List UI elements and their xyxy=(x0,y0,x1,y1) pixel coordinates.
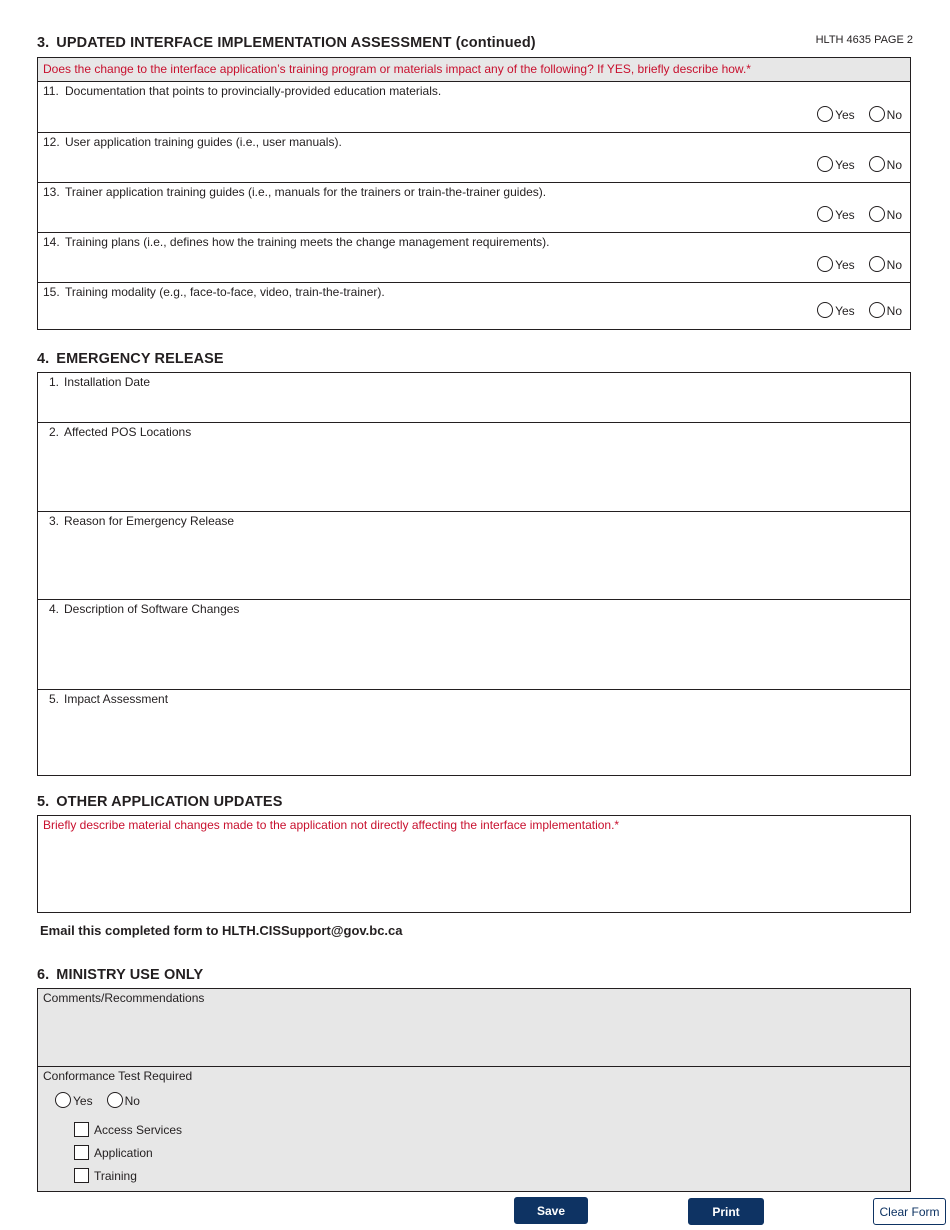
section-4-title xyxy=(37,351,224,367)
field-affected-pos-locations[interactable] xyxy=(38,422,910,511)
radio-no-label: No xyxy=(886,108,902,122)
yes-no-group xyxy=(817,206,902,222)
section-number: 3. xyxy=(37,35,50,51)
field-text: Description of Software Changes xyxy=(64,602,240,616)
email-instruction: Email this completed form to HLTH.CISSupport@gov.bc.ca xyxy=(40,923,403,938)
field-description-of-software-changes[interactable] xyxy=(38,599,910,689)
field-text: Impact Assessment xyxy=(64,692,169,706)
radio-circle-icon[interactable] xyxy=(869,106,885,122)
question-label xyxy=(43,135,342,149)
conformance-section xyxy=(38,1066,910,1192)
save-button[interactable]: Save xyxy=(514,1197,588,1224)
section-3-prompt-row xyxy=(38,58,910,82)
radio-no-label: No xyxy=(124,1094,140,1108)
radio-circle-icon[interactable] xyxy=(817,156,833,172)
question-label xyxy=(43,84,441,98)
radio-circle-icon[interactable] xyxy=(817,256,833,272)
radio-no-label: No xyxy=(886,158,902,172)
field-number: 2. xyxy=(49,425,60,439)
radio-no-label: No xyxy=(886,208,902,222)
question-row-11 xyxy=(38,82,910,132)
field-text: Reason for Emergency Release xyxy=(64,514,235,528)
section-title-text: OTHER APPLICATION UPDATES xyxy=(56,794,283,810)
radio-no[interactable] xyxy=(869,256,902,272)
question-label xyxy=(43,185,546,199)
field-label xyxy=(49,692,168,706)
yes-no-group xyxy=(817,256,902,272)
radio-circle-icon[interactable] xyxy=(869,302,885,318)
section-title-text: EMERGENCY RELEASE xyxy=(56,351,224,367)
checkbox-application[interactable] xyxy=(74,1145,153,1160)
radio-circle-icon[interactable] xyxy=(55,1092,71,1108)
field-label xyxy=(49,602,239,616)
radio-no-label: No xyxy=(886,304,902,318)
radio-yes[interactable] xyxy=(817,302,855,318)
radio-no[interactable] xyxy=(869,106,902,122)
field-number: 3. xyxy=(49,514,60,528)
radio-circle-icon[interactable] xyxy=(107,1092,123,1108)
radio-circle-icon[interactable] xyxy=(817,302,833,318)
checkbox-square-icon[interactable] xyxy=(74,1168,89,1183)
field-label xyxy=(49,425,191,439)
section-number: 4. xyxy=(37,351,50,367)
question-label xyxy=(43,285,385,299)
section-3-box xyxy=(37,57,911,330)
checkbox-label: Access Services xyxy=(94,1122,183,1137)
ministry-use-box xyxy=(37,988,911,1192)
question-number: 14. xyxy=(43,235,60,249)
section-5-prompt: Briefly describe material changes made to the application not directly affecting the interface implementation.* xyxy=(43,818,620,832)
section-3-title xyxy=(37,35,536,51)
question-text: Trainer application training guides (i.e., manuals for the trainers or train-the-trainer guides). xyxy=(65,185,547,199)
radio-yes-label: Yes xyxy=(835,158,855,172)
yes-no-group xyxy=(817,156,902,172)
radio-yes[interactable] xyxy=(817,156,855,172)
checkbox-square-icon[interactable] xyxy=(74,1122,89,1137)
radio-yes[interactable] xyxy=(817,106,855,122)
radio-no[interactable] xyxy=(869,302,902,318)
conformance-label: Conformance Test Required xyxy=(43,1069,193,1083)
section-3-prompt: Does the change to the interface application’s training program or materials impact any of the following? If YES, briefly describe how.* xyxy=(43,62,751,76)
yes-no-group xyxy=(817,106,902,122)
radio-circle-icon[interactable] xyxy=(817,206,833,222)
question-label xyxy=(43,235,550,249)
question-number: 15. xyxy=(43,285,60,299)
radio-yes-label: Yes xyxy=(835,258,855,272)
field-label xyxy=(49,514,234,528)
comments-label: Comments/Recommendations xyxy=(43,991,205,1005)
section-number: 5. xyxy=(37,794,50,810)
question-number: 11. xyxy=(43,84,59,98)
form-id: HLTH 4635 PAGE 2 xyxy=(815,34,913,46)
checkbox-label: Training xyxy=(94,1168,137,1183)
radio-yes[interactable] xyxy=(817,206,855,222)
conformance-radio-no[interactable] xyxy=(107,1092,140,1108)
field-text: Affected POS Locations xyxy=(64,425,192,439)
radio-yes-label: Yes xyxy=(835,304,855,318)
radio-yes-label: Yes xyxy=(835,108,855,122)
question-row-12 xyxy=(38,132,910,182)
question-number: 13. xyxy=(43,185,60,199)
radio-circle-icon[interactable] xyxy=(869,256,885,272)
checkbox-access-services[interactable] xyxy=(74,1122,182,1137)
radio-circle-icon[interactable] xyxy=(869,156,885,172)
radio-no[interactable] xyxy=(869,156,902,172)
section-6-title xyxy=(37,967,203,983)
conformance-yes-no-group xyxy=(55,1092,140,1108)
field-reason-for-emergency-release[interactable] xyxy=(38,511,910,599)
field-label xyxy=(49,375,150,389)
checkbox-training[interactable] xyxy=(74,1168,137,1183)
yes-no-group xyxy=(817,302,902,318)
field-installation-date[interactable] xyxy=(38,373,910,422)
conformance-radio-yes[interactable] xyxy=(55,1092,93,1108)
field-number: 1. xyxy=(49,375,60,389)
question-row-13 xyxy=(38,182,910,232)
section-title-text: UPDATED INTERFACE IMPLEMENTATION ASSESSMENT (continued) xyxy=(56,35,536,51)
question-text: Documentation that points to provincially-provided education materials. xyxy=(65,84,442,98)
radio-no-label: No xyxy=(886,258,902,272)
comments-field[interactable] xyxy=(38,989,910,1066)
other-updates-field[interactable] xyxy=(37,815,911,913)
section-4-box xyxy=(37,372,911,776)
section-5-title xyxy=(37,794,282,810)
checkbox-square-icon[interactable] xyxy=(74,1145,89,1160)
radio-circle-icon[interactable] xyxy=(869,206,885,222)
question-text: Training plans (i.e., defines how the training meets the change management requirements). xyxy=(65,235,550,249)
field-impact-assessment[interactable] xyxy=(38,689,910,776)
section-number: 6. xyxy=(37,967,50,983)
checkbox-label: Application xyxy=(94,1145,153,1160)
question-text: User application training guides (i.e., user manuals). xyxy=(65,135,342,149)
section-title-text: MINISTRY USE ONLY xyxy=(56,967,204,983)
radio-yes-label: Yes xyxy=(73,1094,93,1108)
field-number: 5. xyxy=(49,692,60,706)
print-button[interactable]: Print xyxy=(688,1198,764,1225)
question-row-14 xyxy=(38,232,910,282)
question-text: Training modality (e.g., face-to-face, video, train-the-trainer). xyxy=(65,285,385,299)
radio-circle-icon[interactable] xyxy=(817,106,833,122)
radio-yes[interactable] xyxy=(817,256,855,272)
question-number: 12. xyxy=(43,135,60,149)
field-text: Installation Date xyxy=(64,375,151,389)
radio-yes-label: Yes xyxy=(835,208,855,222)
question-row-15 xyxy=(38,282,910,330)
radio-no[interactable] xyxy=(869,206,902,222)
field-number: 4. xyxy=(49,602,60,616)
clear-form-button[interactable]: Clear Form xyxy=(873,1198,946,1225)
